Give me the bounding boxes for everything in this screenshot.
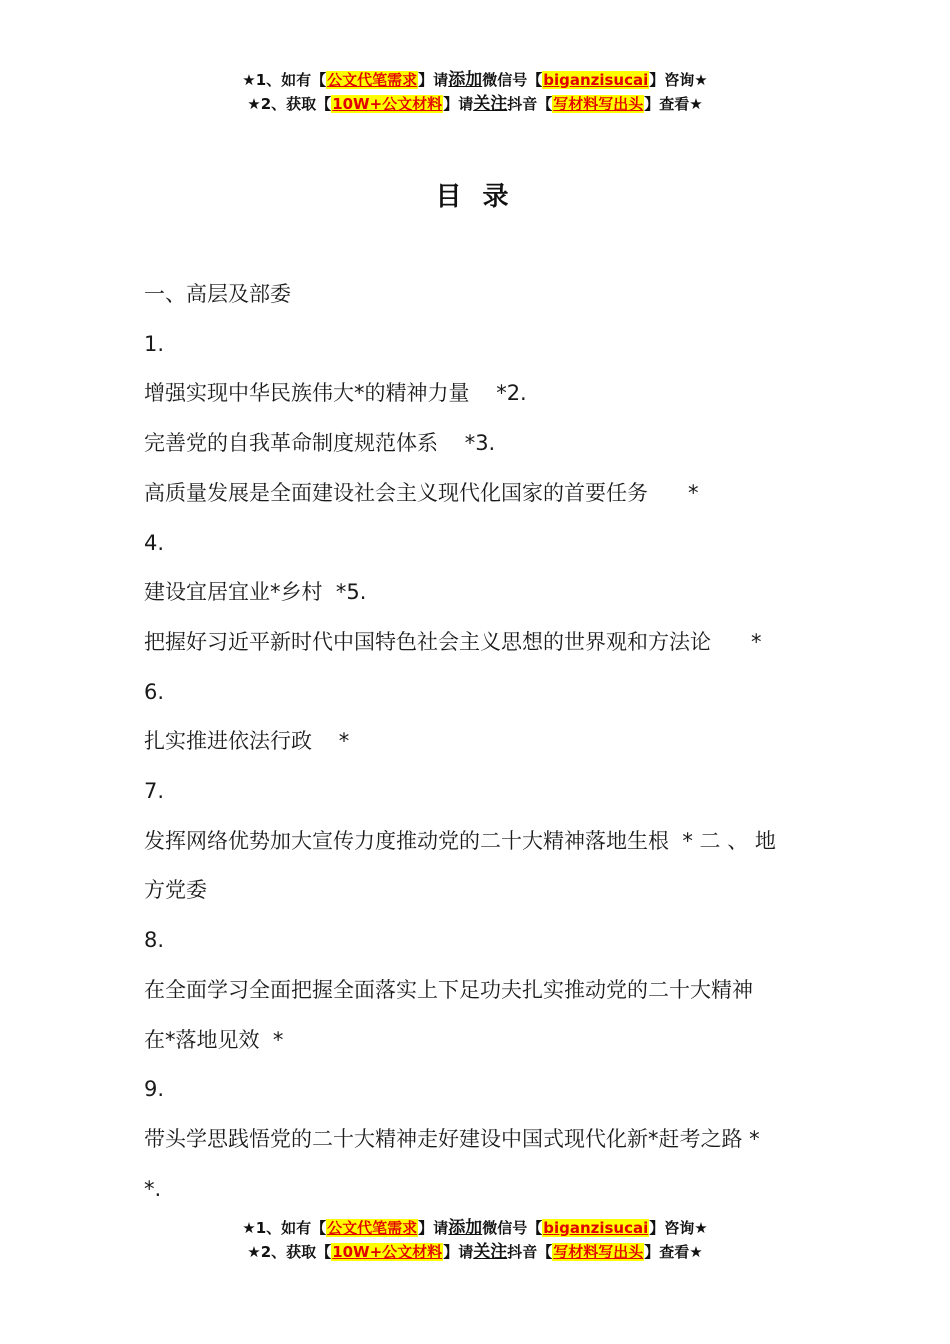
toc-line: 6. [144,679,165,704]
page-title: 目 录 [435,182,515,212]
banner-text: ★1、如有【 [242,1219,327,1237]
banner-text: ★2、获取【 [247,1243,332,1261]
toc-line: 高质量发展是全面建设社会主义现代化国家的首要任务 * [144,480,699,505]
highlight-wechat-id: biganzisucai [543,1219,649,1237]
toc-line: 1. [144,331,165,356]
toc-line: 4. [144,530,165,555]
banner-text: 抖音【 [507,1243,553,1261]
toc-line: 把握好习近平新时代中国特色社会主义思想的世界观和方法论 * [144,629,762,654]
banner-text: 】请 [418,71,449,89]
banner-text: 微信号【 [482,1219,543,1237]
highlight-douyin-account: 写材料写出头 [553,1243,644,1261]
toc-line: 8. [144,928,165,953]
banner-text: 】请 [418,1219,449,1237]
banner-text: ★2、获取【 [247,95,332,113]
highlight-douyin-account: 写材料写出头 [553,95,644,113]
footer-banner-line-2 [0,1240,950,1264]
emphasis-add: 添加 [448,70,483,90]
toc-section-heading: 一、高层及部委 [144,282,291,306]
toc-line: 完善党的自我革命制度规范体系 *3. [144,431,496,456]
emphasis-follow: 关注 [473,94,508,114]
toc-line: 在全面学习全面把握全面落实上下足功夫扎实推动党的二十大精神 [144,977,753,1002]
emphasis-add: 添加 [448,1218,483,1238]
emphasis-follow: 关注 [473,1242,508,1262]
banner-text: 】查看★ [644,1243,703,1261]
banner-text: 】查看★ [644,95,703,113]
toc-line: *. [144,1176,162,1201]
highlight-materials: 10W+公文材料 [332,95,443,113]
toc-line: 9. [144,1077,165,1102]
banner-text: 】请 [443,1243,474,1261]
toc-line: 发挥网络优势加大宣传力度推动党的二十大精神落地生根 * 二 、 地 [144,828,776,853]
highlight-wechat-id: biganzisucai [543,71,649,89]
banner-text: 】咨询★ [649,71,708,89]
highlight-ghostwriting: 公文代笔需求 [327,1219,418,1237]
toc-line: 带头学思践悟党的二十大精神走好建设中国式现代化新*赶考之路 * [144,1126,760,1151]
banner-text: 】请 [443,95,474,113]
toc-line: 扎实推进依法行政 * [144,729,350,754]
table-of-contents [144,270,814,1214]
toc-line: 在*落地见效 * [144,1027,284,1052]
toc-line: 方党委 [144,878,207,903]
footer-banner-line-1 [0,1216,950,1240]
toc-line: 建设宜居宜业*乡村 *5. [144,580,367,605]
toc-line: 7. [144,779,165,804]
header-banner [0,68,950,116]
banner-text: 】咨询★ [649,1219,708,1237]
toc-line: 增强实现中华民族伟大*的精神力量 *2. [144,381,527,406]
footer-banner [0,1216,950,1264]
highlight-materials: 10W+公文材料 [332,1243,443,1261]
header-banner-line-1 [0,68,950,92]
banner-text: 微信号【 [482,71,543,89]
highlight-ghostwriting: 公文代笔需求 [327,71,418,89]
banner-text: ★1、如有【 [242,71,327,89]
banner-text: 抖音【 [507,95,553,113]
header-banner-line-2 [0,92,950,116]
